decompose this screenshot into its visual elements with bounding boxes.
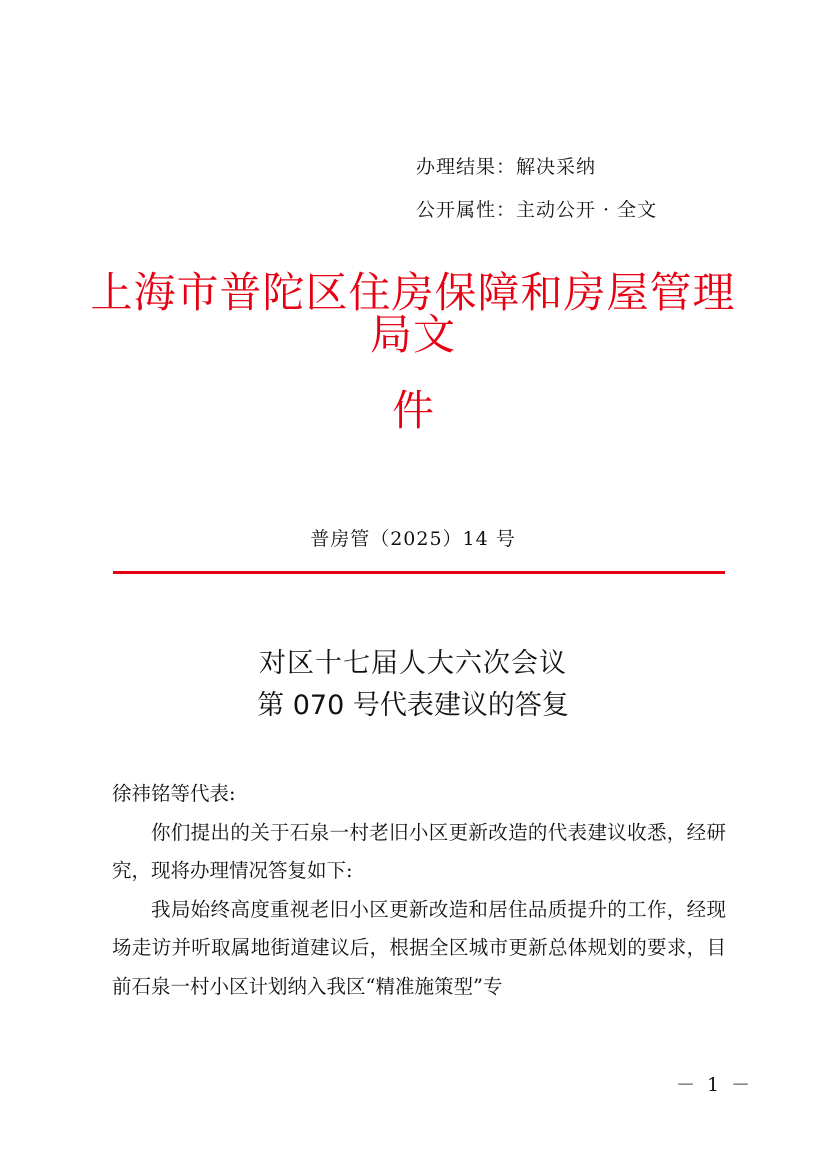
document-header-title-continuation: 件 xyxy=(391,386,434,435)
letter-body xyxy=(112,775,726,1006)
document-number: 普房管（2025）14 号 xyxy=(310,528,516,550)
reply-title-line-2: 第 070 号代表建议的答复 xyxy=(257,690,569,721)
reply-title-line-1: 对区十七届人大六次会议 xyxy=(259,648,567,679)
body-paragraph: 我局始终高度重视老旧小区更新改造和居住品质提升的工作，经现场走访并听取属地街道建议后，根据全区城市更新总体规划的要求，目前石泉一村小区计划纳入我区“精准施策型”专 xyxy=(112,897,726,998)
document-header-title: 上海市普陀区住房保障和房屋管理局文 xyxy=(90,268,736,359)
page-number: － 1 － xyxy=(676,1074,754,1096)
handling-result: 办理结果：解决采纳 xyxy=(416,156,597,178)
disclosure-attribute: 公开属性：主动公开 · 全文 xyxy=(416,199,658,221)
salutation: 徐祎铭等代表: xyxy=(112,782,236,805)
body-paragraph: 你们提出的关于石泉一村老旧小区更新改造的代表建议收悉，经研究，现将办理情况答复如下: xyxy=(112,820,726,882)
red-separator-line xyxy=(113,571,725,574)
